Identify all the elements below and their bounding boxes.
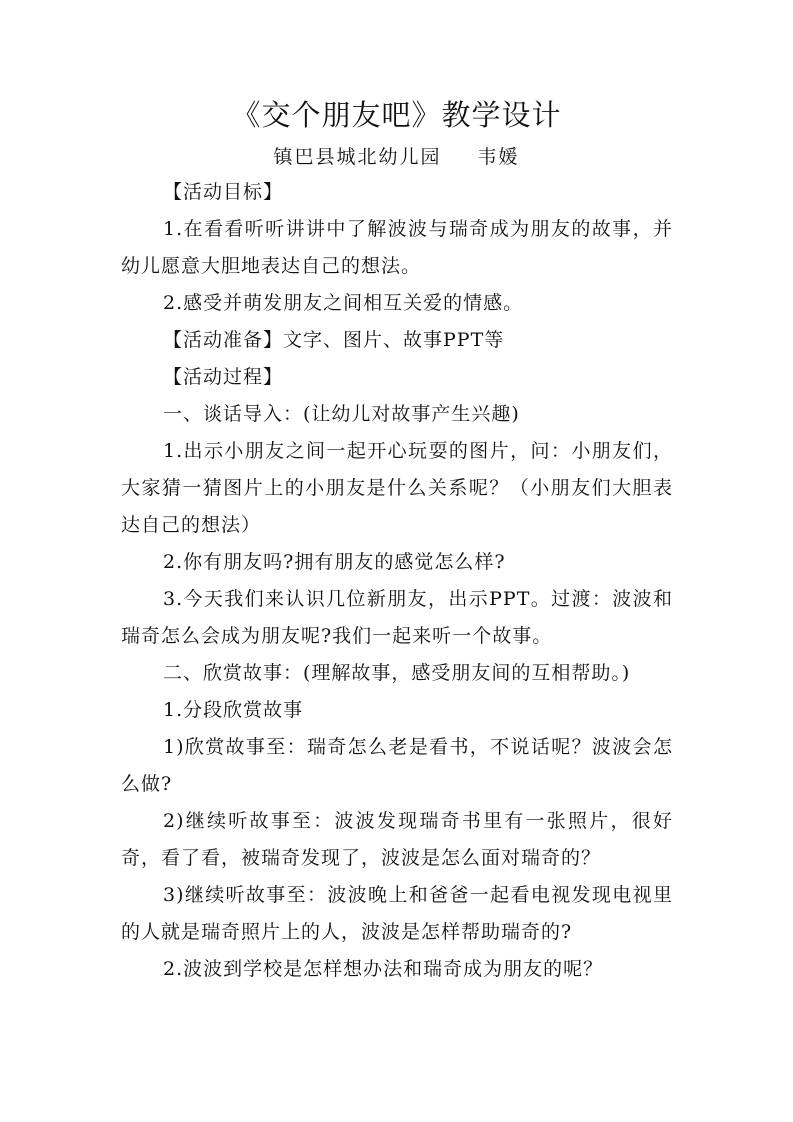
paragraph-part-1-heading: 一、谈话导入：(让幼儿对故事产生兴趣) [163,403,520,425]
paragraph-part-2-substep-3: 3)继续听故事至：波波晚上和爸爸一起看电视发现电视里的人就是瑞奇照片上的人，波波是怎样帮助瑞奇的? [121,884,673,943]
section-heading-goals: 【活动目标】 [163,181,284,203]
document-body [121,174,673,988]
paragraph-part-2-substep-2: 2)继续听故事至：波波发现瑞奇书里有一张照片，很好奇，看了看，被瑞奇发现了，波波是怎么面对瑞奇的？ [121,810,673,869]
paragraph-part-1-step-1: 1.出示小朋友之间一起开心玩耍的图片，问：小朋友们，大家猜一猜图片上的小朋友是什么关系呢？（小朋友们大胆表达自己的想法） [121,440,673,536]
paragraph-goal-2: 2.感受并萌发朋友之间相互关爱的情感。 [163,292,524,314]
section-heading-preparation: 【活动准备】文字、图片、故事PPT等 [163,329,505,351]
paragraph-goal-1: 1.在看看听听讲讲中了解波波与瑞奇成为朋友的故事，并幼儿愿意大胆地表达自己的想法。 [121,218,673,277]
document-title: 《交个朋友吧》教学设计 [231,98,562,132]
paragraph-part-2-substep-1: 1)欣赏故事至：瑞奇怎么老是看书，不说话呢？波波会怎么做? [121,736,673,795]
paragraph-part-2-heading: 二、欣赏故事：(理解故事，感受朋友间的互相帮助。) [163,662,631,684]
author-name: 韦媛 [477,146,520,168]
paragraph-part-2-step-1: 1.分段欣赏故事 [163,699,304,721]
section-heading-process: 【活动过程】 [163,366,284,388]
author-school: 镇巴县城北幼儿园 [273,146,442,168]
paragraph-part-1-step-3: 3.今天我们来认识几位新朋友，出示PPT。过渡：波波和瑞奇怎么会成为朋友呢?我们一起来听一个故事。 [121,588,673,647]
paragraph-part-1-step-2: 2.你有朋友吗?拥有朋友的感觉怎么样? [163,551,506,573]
paragraph-part-2-step-2: 2.波波到学校是怎样想办法和瑞奇成为朋友的呢？ [163,958,604,980]
author-line [0,141,793,173]
